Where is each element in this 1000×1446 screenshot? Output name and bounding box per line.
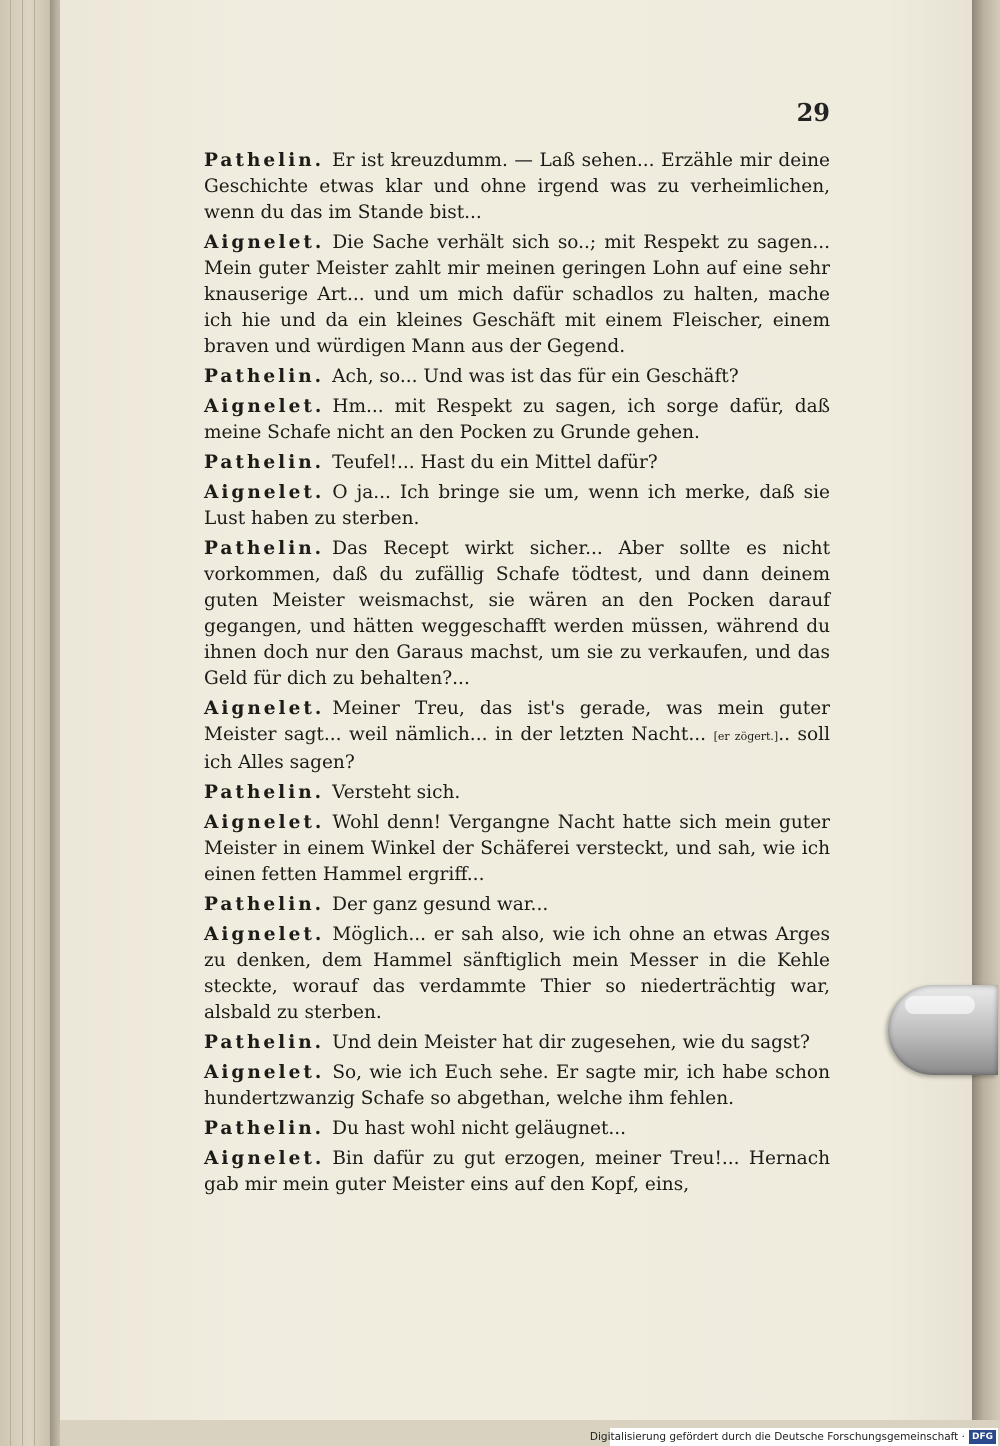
dialogue-text: Meiner Treu, das ist's gerade, was mein guter Meister sagt... weil nämlich... in der letzten Nacht... <box>204 698 830 745</box>
speaker-name: Pathelin. <box>204 452 325 473</box>
dialogue-paragraph <box>204 1030 830 1056</box>
speaker-name: Pathelin. <box>204 894 325 915</box>
page-edge-line <box>22 0 23 1446</box>
dialogue-paragraph <box>204 450 830 476</box>
dialogue-paragraph <box>204 536 830 692</box>
dialogue-text: O ja... Ich bringe sie um, wenn ich merke, daß sie Lust haben zu sterben. <box>204 482 830 529</box>
speaker-name: Aignelet. <box>204 924 325 945</box>
speaker-name: Pathelin. <box>204 366 325 387</box>
dialogue-paragraph <box>204 810 830 888</box>
stage-direction: [er zögert.] <box>713 730 779 743</box>
dialogue-paragraph <box>204 922 830 1026</box>
book-gutter <box>50 0 60 1446</box>
dialogue-text: Der ganz gesund war... <box>332 894 549 915</box>
dialogue-text: So, wie ich Euch sehe. Er sagte mir, ich habe schon hundertzwanzig Schafe so abgethan, welche ihm fehlen. <box>204 1062 830 1109</box>
speaker-name: Pathelin. <box>204 782 325 803</box>
dialogue-text: Das Recept wirkt sicher... Aber sollte es nicht vorkommen, daß du zufällig Schafe tödtest, und dann deinem guten Meister weismachst, sie wären an den Pocken darauf gegangen, und hätten weggeschafft werden müssen, während du ihnen doch nur den Garaus machst, um sie zu verkaufen, und das Geld für dich zu behalten?... <box>204 538 830 689</box>
dialogue-paragraph <box>204 148 830 226</box>
speaker-name: Pathelin. <box>204 538 325 559</box>
dialogue-text: .. soll ich Alles sagen? <box>204 724 830 773</box>
page-edge-line <box>34 0 35 1446</box>
dialogue-paragraph <box>204 892 830 918</box>
speaker-name: Pathelin. <box>204 150 325 171</box>
dialogue-text: Du hast wohl nicht geläugnet... <box>332 1118 627 1139</box>
dialogue-text: Teufel!... Hast du ein Mittel dafür? <box>332 452 658 473</box>
dialogue-paragraph <box>204 1146 830 1198</box>
page-text <box>204 148 830 1202</box>
dialogue-paragraph <box>204 1060 830 1112</box>
dialogue-text: Möglich... er sah also, wie ich ohne an etwas Arges zu denken, dem Hammel sänftiglich mein Messer in die Kehle steckte, worauf das verdammte Thier so niederträchtig war, alsbald zu sterben. <box>204 924 830 1023</box>
speaker-name: Aignelet. <box>204 698 325 719</box>
dfg-logo: DFG <box>969 1430 996 1444</box>
page-edge-line <box>10 0 11 1446</box>
speaker-name: Pathelin. <box>204 1118 325 1139</box>
dialogue-text: Versteht sich. <box>332 782 461 803</box>
page-number: 29 <box>796 98 830 127</box>
speaker-name: Aignelet. <box>204 232 325 253</box>
dialogue-text: Hm... mit Respekt zu sagen, ich sorge dafür, daß meine Schafe nicht an den Pocken zu Grunde gehen. <box>204 396 830 443</box>
speaker-name: Pathelin. <box>204 1032 325 1053</box>
dialogue-text: Wohl denn! Vergangne Nacht hatte sich mein guter Meister in einem Winkel der Schäferei versteckt, und sah, wie ich einen fetten Hammel ergriff... <box>204 812 830 885</box>
right-page-edge <box>972 0 1000 1446</box>
dialogue-text: Ach, so... Und was ist das für ein Geschäft? <box>332 366 739 387</box>
dialogue-text: Die Sache verhält sich so..; mit Respekt zu sagen... Mein guter Meister zahlt mir meinen geringen Lohn auf eine sehr knauserige Art... und um mich dafür schadlos zu halten, mache ich hie und da ein kleines Geschäft mit einem Fleischer, einem braven und würdigen Mann aus der Gegend. <box>204 232 830 357</box>
dialogue-paragraph <box>204 480 830 532</box>
page-clip-highlight <box>905 996 975 1014</box>
dialogue-paragraph <box>204 696 830 776</box>
speaker-name: Aignelet. <box>204 812 325 833</box>
dialogue-paragraph <box>204 230 830 360</box>
dialogue-text: Bin dafür zu gut erzogen, meiner Treu!... Hernach gab mir mein guter Meister eins auf den Kopf, eins, <box>204 1148 830 1195</box>
dialogue-paragraph <box>204 1116 830 1142</box>
speaker-name: Aignelet. <box>204 1062 325 1083</box>
dialogue-text: Er ist kreuzdumm. — Laß sehen... Erzähle mir deine Geschichte etwas klar und ohne irgend was zu verheimlichen, wenn du das im Stande bist... <box>204 150 830 223</box>
dialogue-paragraph <box>204 394 830 446</box>
dialogue-paragraph <box>204 780 830 806</box>
speaker-name: Aignelet. <box>204 396 325 417</box>
footer-credit: Digitalisierung gefördert durch die Deutsche Forschungsgemeinschaft · <box>589 1431 965 1443</box>
digitization-footer <box>589 1428 998 1446</box>
dialogue-text: Und dein Meister hat dir zugesehen, wie du sagst? <box>332 1032 810 1053</box>
speaker-name: Aignelet. <box>204 1148 325 1169</box>
dialogue-paragraph <box>204 364 830 390</box>
speaker-name: Aignelet. <box>204 482 325 503</box>
left-page-edge <box>0 0 50 1446</box>
